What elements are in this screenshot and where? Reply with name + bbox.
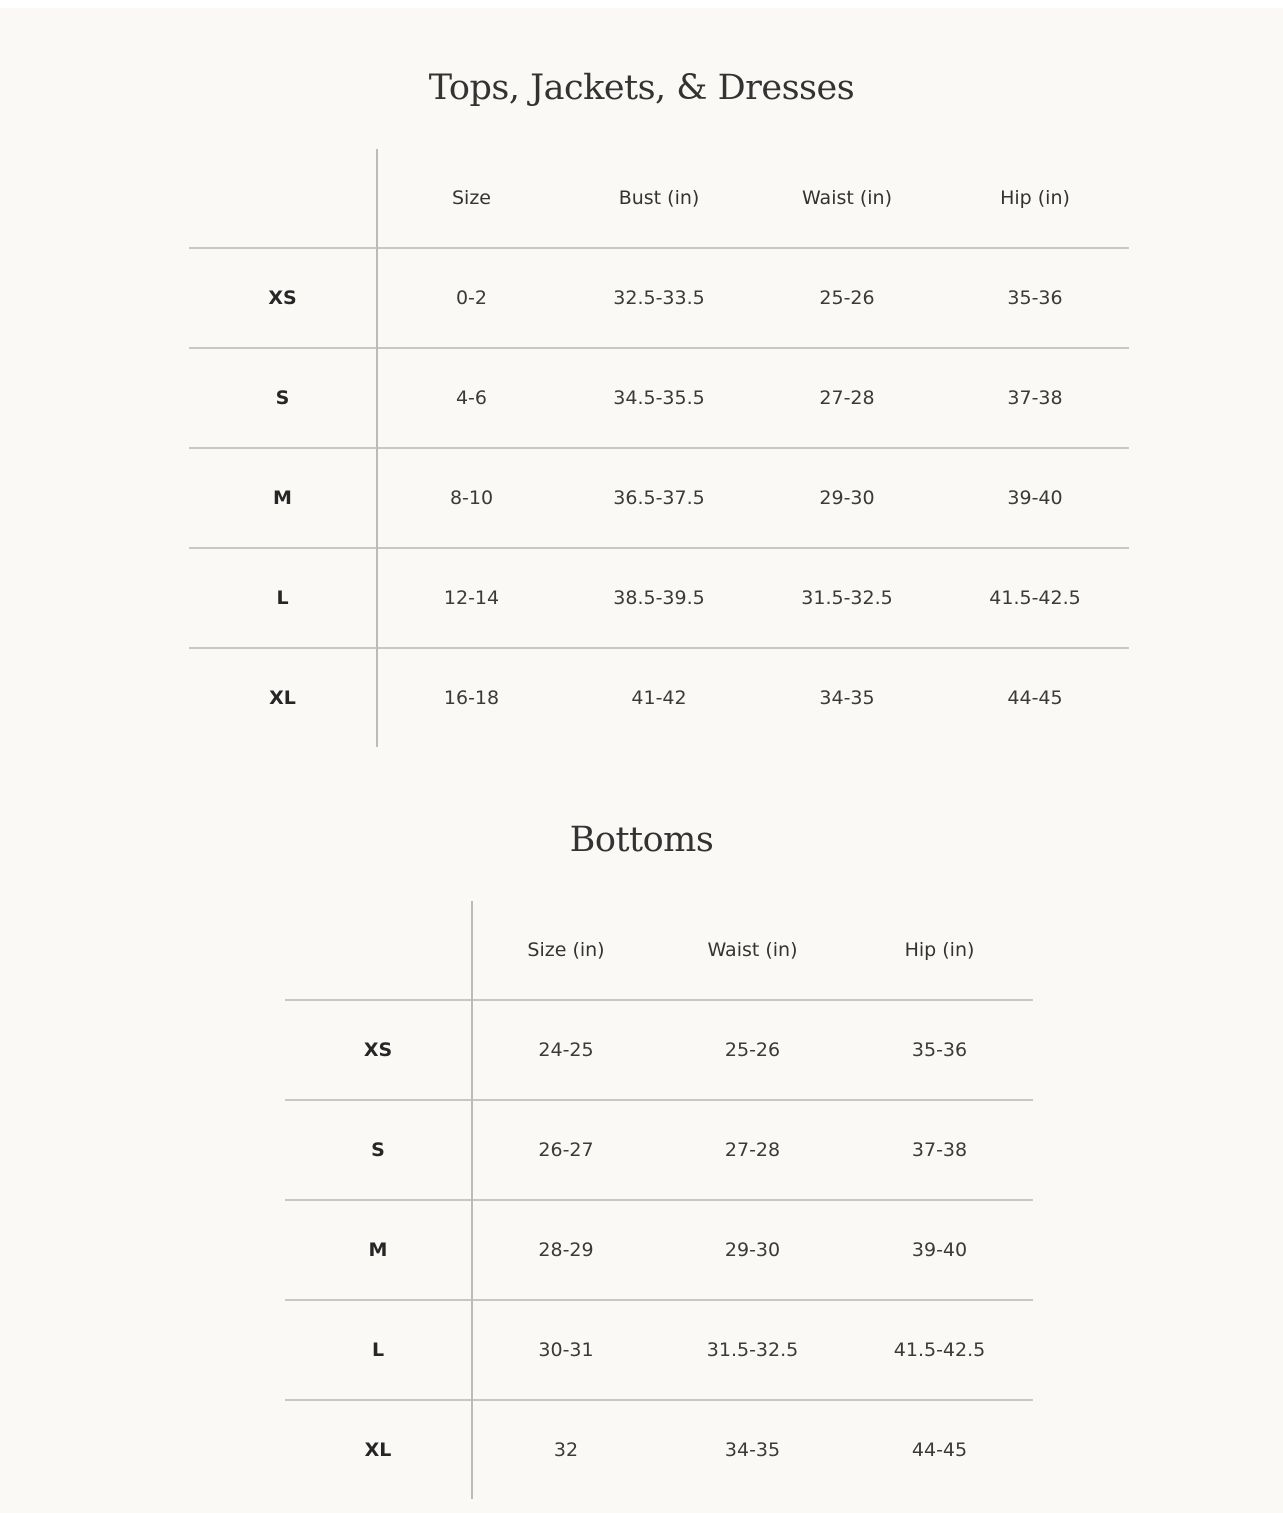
table-row	[285, 1200, 1033, 1300]
table-cell: 34-35	[659, 1400, 846, 1499]
table-row	[189, 648, 1129, 747]
table-cell: 35-36	[846, 1000, 1033, 1100]
table-cell: 12-14	[377, 548, 565, 648]
table-corner-cell	[285, 901, 472, 1000]
table-cell: 29-30	[753, 448, 941, 548]
table-cell: 31.5-32.5	[753, 548, 941, 648]
table-corner-cell	[189, 149, 377, 248]
table-cell: 41.5-42.5	[846, 1300, 1033, 1400]
table-cell: 41.5-42.5	[941, 548, 1129, 648]
table-cell: 30-31	[472, 1300, 659, 1400]
row-size-label: L	[285, 1300, 472, 1400]
size-guide-page	[0, 8, 1283, 1513]
table-cell: 32	[472, 1400, 659, 1499]
table-row	[189, 448, 1129, 548]
tops-size-table	[189, 149, 1129, 747]
column-header: Hip (in)	[1000, 187, 1070, 209]
row-size-label: M	[285, 1200, 472, 1300]
table-cell: 34.5-35.5	[565, 348, 753, 448]
column-header: Size	[451, 187, 491, 209]
table-cell: 27-28	[659, 1100, 846, 1200]
table-header-row	[285, 901, 1033, 1000]
row-size-label: XL	[285, 1400, 472, 1499]
row-size-label: S	[189, 348, 377, 448]
table-cell: 29-30	[659, 1200, 846, 1300]
table-header-row	[189, 149, 1129, 248]
table-cell: 31.5-32.5	[659, 1300, 846, 1400]
row-size-label: M	[189, 448, 377, 548]
column-header: Waist (in)	[707, 939, 798, 961]
table-row	[285, 1000, 1033, 1100]
table-cell: 8-10	[377, 448, 565, 548]
table-cell: 25-26	[659, 1000, 846, 1100]
table-row	[285, 1400, 1033, 1499]
bottoms-size-table	[285, 901, 1033, 1499]
row-size-label: XL	[189, 648, 377, 747]
table-cell: 35-36	[941, 248, 1129, 348]
table-cell: 36.5-37.5	[565, 448, 753, 548]
table-cell: 25-26	[753, 248, 941, 348]
table-cell: 44-45	[846, 1400, 1033, 1499]
table-cell: 44-45	[941, 648, 1129, 747]
column-header: Hip (in)	[904, 939, 975, 961]
column-header: Bust (in)	[618, 187, 700, 209]
row-size-label: XS	[189, 248, 377, 348]
row-size-label: S	[285, 1100, 472, 1200]
table-cell: 28-29	[472, 1200, 659, 1300]
row-size-label: L	[189, 548, 377, 648]
table-row	[189, 348, 1129, 448]
table-cell: 39-40	[941, 448, 1129, 548]
table-cell: 32.5-33.5	[565, 248, 753, 348]
table-row	[189, 548, 1129, 648]
row-size-label: XS	[285, 1000, 472, 1100]
table-cell: 24-25	[472, 1000, 659, 1100]
column-header: Waist (in)	[801, 187, 893, 209]
table-cell: 26-27	[472, 1100, 659, 1200]
table-cell: 34-35	[753, 648, 941, 747]
table-cell: 39-40	[846, 1200, 1033, 1300]
table-row	[285, 1300, 1033, 1400]
table-row	[285, 1100, 1033, 1200]
table-cell: 16-18	[377, 648, 565, 747]
table-cell: 27-28	[753, 348, 941, 448]
bottoms-section-title: Bottoms	[569, 820, 714, 860]
table-cell: 37-38	[846, 1100, 1033, 1200]
table-cell: 41-42	[565, 648, 753, 747]
tops-section-title: Tops, Jackets, & Dresses	[428, 68, 855, 108]
table-cell: 4-6	[377, 348, 565, 448]
column-header: Size (in)	[527, 939, 605, 961]
table-cell: 38.5-39.5	[565, 548, 753, 648]
table-cell: 37-38	[941, 348, 1129, 448]
table-row	[189, 248, 1129, 348]
table-cell: 0-2	[377, 248, 565, 348]
